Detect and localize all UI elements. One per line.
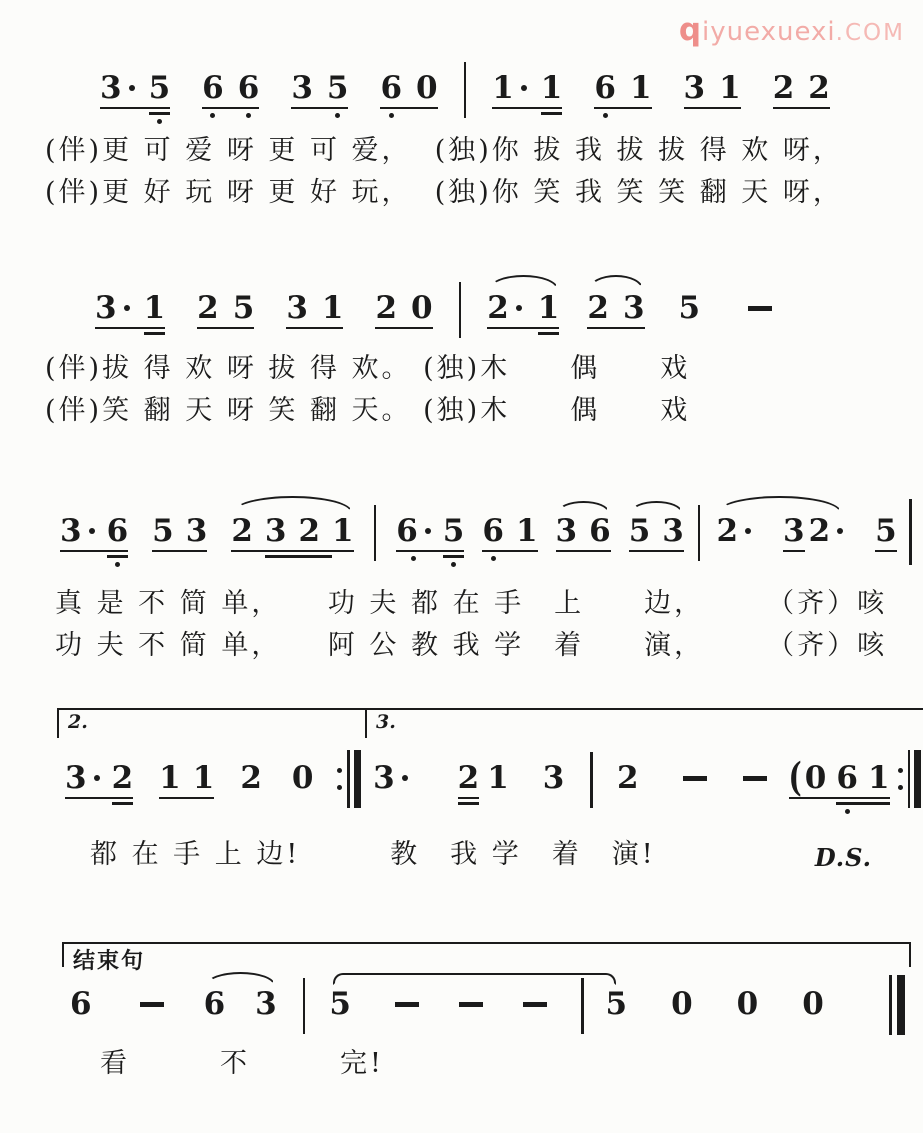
- note-3: 3: [100, 72, 135, 109]
- barline: [581, 978, 584, 1034]
- barline: [698, 505, 701, 561]
- watermark-name: iyuexuexi: [702, 17, 836, 47]
- slur: [631, 501, 682, 512]
- note-6: 6: [107, 515, 129, 567]
- slur: [718, 496, 841, 512]
- music-system-3: [45, 513, 897, 667]
- note-2: 2: [487, 292, 522, 329]
- note-5: 5: [875, 515, 897, 552]
- barline: [459, 282, 462, 338]
- note-1: 1: [516, 515, 538, 552]
- low-octave-dot: [411, 556, 416, 561]
- volta-bracket: [62, 942, 911, 974]
- note-3: 3: [373, 762, 408, 794]
- note-0: 0: [416, 72, 438, 109]
- note-5: 5: [152, 515, 174, 552]
- music-system-5: [45, 948, 880, 1085]
- note-0: 0: [802, 986, 824, 1022]
- note-2: 2: [240, 760, 262, 796]
- note-1: 1: [159, 762, 181, 799]
- dot-after-note: [89, 528, 95, 534]
- dot-after-note: [745, 528, 751, 534]
- dot-after-note: [425, 528, 431, 534]
- watermark-com: .COM: [835, 20, 905, 46]
- low-octave-dot: [246, 113, 251, 118]
- note-1: 1: [322, 292, 344, 329]
- low-octave-dot: [335, 113, 340, 118]
- note-1: 1: [492, 72, 527, 109]
- dot-after-note: [94, 775, 100, 781]
- barline: [590, 752, 593, 808]
- lyrics-line: 都 在 手 上 边! 教 我 学 着 演! D.S.: [45, 834, 880, 876]
- note-6: 6: [203, 986, 226, 1022]
- note-6: 6: [238, 72, 260, 118]
- music-system-2: [45, 292, 880, 432]
- note-6: 6: [380, 72, 402, 118]
- note-3: 3: [684, 72, 706, 109]
- note-6: 6: [70, 986, 92, 1022]
- low-octave-dot: [845, 809, 850, 814]
- note-1: 1: [541, 72, 563, 115]
- low-octave-dot: [491, 556, 496, 561]
- low-octave-dot: [603, 113, 608, 118]
- slur: [558, 501, 609, 512]
- lyrics-line: (伴)更 好 玩 呀 更 好 玩， (独)你 笑 我 笑 笑 翻 天 呀，: [45, 176, 843, 208]
- note-0: 0: [736, 986, 759, 1022]
- lyrics-line: 真 是 不 简 单， 功 夫 都 在 手 上 边， （齐）咳: [55, 587, 888, 619]
- note-0: 0: [291, 760, 314, 796]
- note-3: 3: [291, 72, 313, 109]
- dash-note: [683, 762, 707, 795]
- note-5: 5: [605, 986, 628, 1022]
- note-1: 1: [630, 72, 652, 109]
- note-3: 3: [186, 515, 208, 552]
- duration-dash: [683, 776, 707, 781]
- slur: [489, 275, 558, 289]
- music-system-4: [45, 711, 890, 876]
- note-0: 0: [671, 986, 693, 1022]
- music-systems: [45, 0, 897, 1133]
- lyrics-line: (伴)拔 得 欢 呀 拔 得 欢。 (独)木 偶 戏: [45, 353, 691, 384]
- volta-bracket: [57, 708, 367, 738]
- barline: [303, 978, 306, 1034]
- note-2: 2: [587, 292, 609, 329]
- duration-dash: [140, 1002, 164, 1007]
- duration-dash: [743, 776, 767, 781]
- note-1: 1: [487, 760, 509, 796]
- volta-label: 结束句: [73, 948, 146, 974]
- note-3: 3: [65, 762, 100, 799]
- dash-note: [523, 988, 547, 1021]
- note-2: 2: [616, 760, 639, 796]
- note-1: 1: [193, 762, 215, 799]
- ds-marking: D.S.: [814, 842, 872, 872]
- duration-dash: [523, 1002, 547, 1007]
- note-0: ( 0: [789, 762, 827, 799]
- note-3: 3: [783, 515, 805, 552]
- dot-after-note: [129, 85, 135, 91]
- note-2: 2: [231, 515, 253, 552]
- volta-bracket: [365, 708, 923, 738]
- note-6: 6: [202, 72, 224, 118]
- duration-dash: [395, 1002, 419, 1007]
- note-5: 5: [233, 292, 255, 329]
- note-3: 3: [286, 292, 308, 329]
- note-1: 1: [332, 515, 354, 552]
- note-2: 2: [375, 292, 397, 329]
- dot-after-note: [521, 85, 527, 91]
- music-system-1: [45, 72, 880, 214]
- slur: [206, 972, 275, 985]
- lyrics-line: (伴)笑 翻 天 呀 笑 翻 天。 (独)木 偶 戏: [45, 395, 691, 426]
- paren: (: [788, 754, 802, 801]
- note-1: 1: [144, 292, 166, 335]
- note-2: 2: [112, 762, 134, 805]
- low-octave-dot: [115, 562, 120, 567]
- note-3: 3: [556, 515, 578, 552]
- note-5: 5: [629, 515, 651, 552]
- note-0: 0: [411, 292, 433, 329]
- volta-label: 3.: [376, 711, 396, 733]
- note-5: 5: [678, 290, 701, 326]
- note-5: 5: [327, 72, 349, 118]
- note-5: 5: [149, 72, 171, 124]
- note-row: [45, 754, 900, 814]
- watermark-q: q: [678, 12, 703, 48]
- low-octave-dot: [451, 562, 456, 567]
- slur: [233, 496, 352, 512]
- duration-dash: [459, 1002, 483, 1007]
- note-3: 3: [542, 760, 565, 796]
- dot-after-note: [837, 528, 843, 534]
- dot-after-note: [124, 305, 130, 311]
- dash-note: [395, 988, 419, 1021]
- note-2: 2: [809, 515, 844, 547]
- note-6: 6: [589, 515, 611, 552]
- note-6: 6: [594, 72, 616, 118]
- dot-after-note: [516, 305, 522, 311]
- note-6: 6: [836, 762, 858, 814]
- note-3: 3: [60, 515, 95, 552]
- dash-note: [748, 292, 772, 325]
- tie: [333, 973, 616, 985]
- dash-note: [459, 988, 483, 1021]
- barline: [909, 499, 912, 565]
- note-3: 3: [95, 292, 130, 329]
- slur: [589, 275, 643, 289]
- barline: [374, 505, 377, 561]
- note-2: 2: [773, 72, 795, 109]
- low-octave-dot: [210, 113, 215, 118]
- note-3: 3: [265, 515, 287, 558]
- note-3: 3: [662, 515, 684, 552]
- note-5: 5: [329, 986, 351, 1022]
- barline: [464, 62, 467, 118]
- note-3: 3: [255, 986, 277, 1022]
- volta-label: 2.: [68, 711, 88, 733]
- repeat-barline: [337, 750, 361, 808]
- lyrics-line: 功 夫 不 简 单， 阿 公 教 我 学 着 演， （齐）咳: [55, 629, 888, 661]
- note-row: [45, 292, 923, 342]
- note-1: 1: [868, 762, 890, 805]
- repeat-barline: [898, 750, 922, 808]
- note-row: [45, 988, 905, 1035]
- note-row: [45, 515, 895, 567]
- note-2: 2: [808, 72, 830, 109]
- lyrics-line: (伴)更 可 爱 呀 更 可 爱， (独)你 拔 我 拔 拔 得 欢 呀，: [45, 134, 843, 166]
- note-6: 6: [396, 515, 431, 561]
- note-6: 6: [482, 515, 504, 561]
- note-2: 2: [298, 515, 320, 558]
- final-barline: [889, 975, 905, 1035]
- note-row: [45, 72, 923, 124]
- low-octave-dot: [389, 113, 394, 118]
- dash-note: [140, 988, 164, 1021]
- dash-note: [743, 762, 767, 795]
- duration-dash: [748, 306, 772, 311]
- note-1: 1: [538, 292, 560, 335]
- dot-after-note: [402, 775, 408, 781]
- lyrics-line: 看 不 完!: [100, 1048, 384, 1079]
- note-2: 2: [716, 515, 751, 547]
- note-1: 1: [719, 72, 741, 109]
- low-octave-dot: [157, 119, 162, 124]
- note-2: 2: [458, 762, 480, 805]
- note-2: 2: [197, 292, 219, 329]
- note-5: 5: [443, 515, 465, 567]
- note-3: 3: [623, 292, 645, 329]
